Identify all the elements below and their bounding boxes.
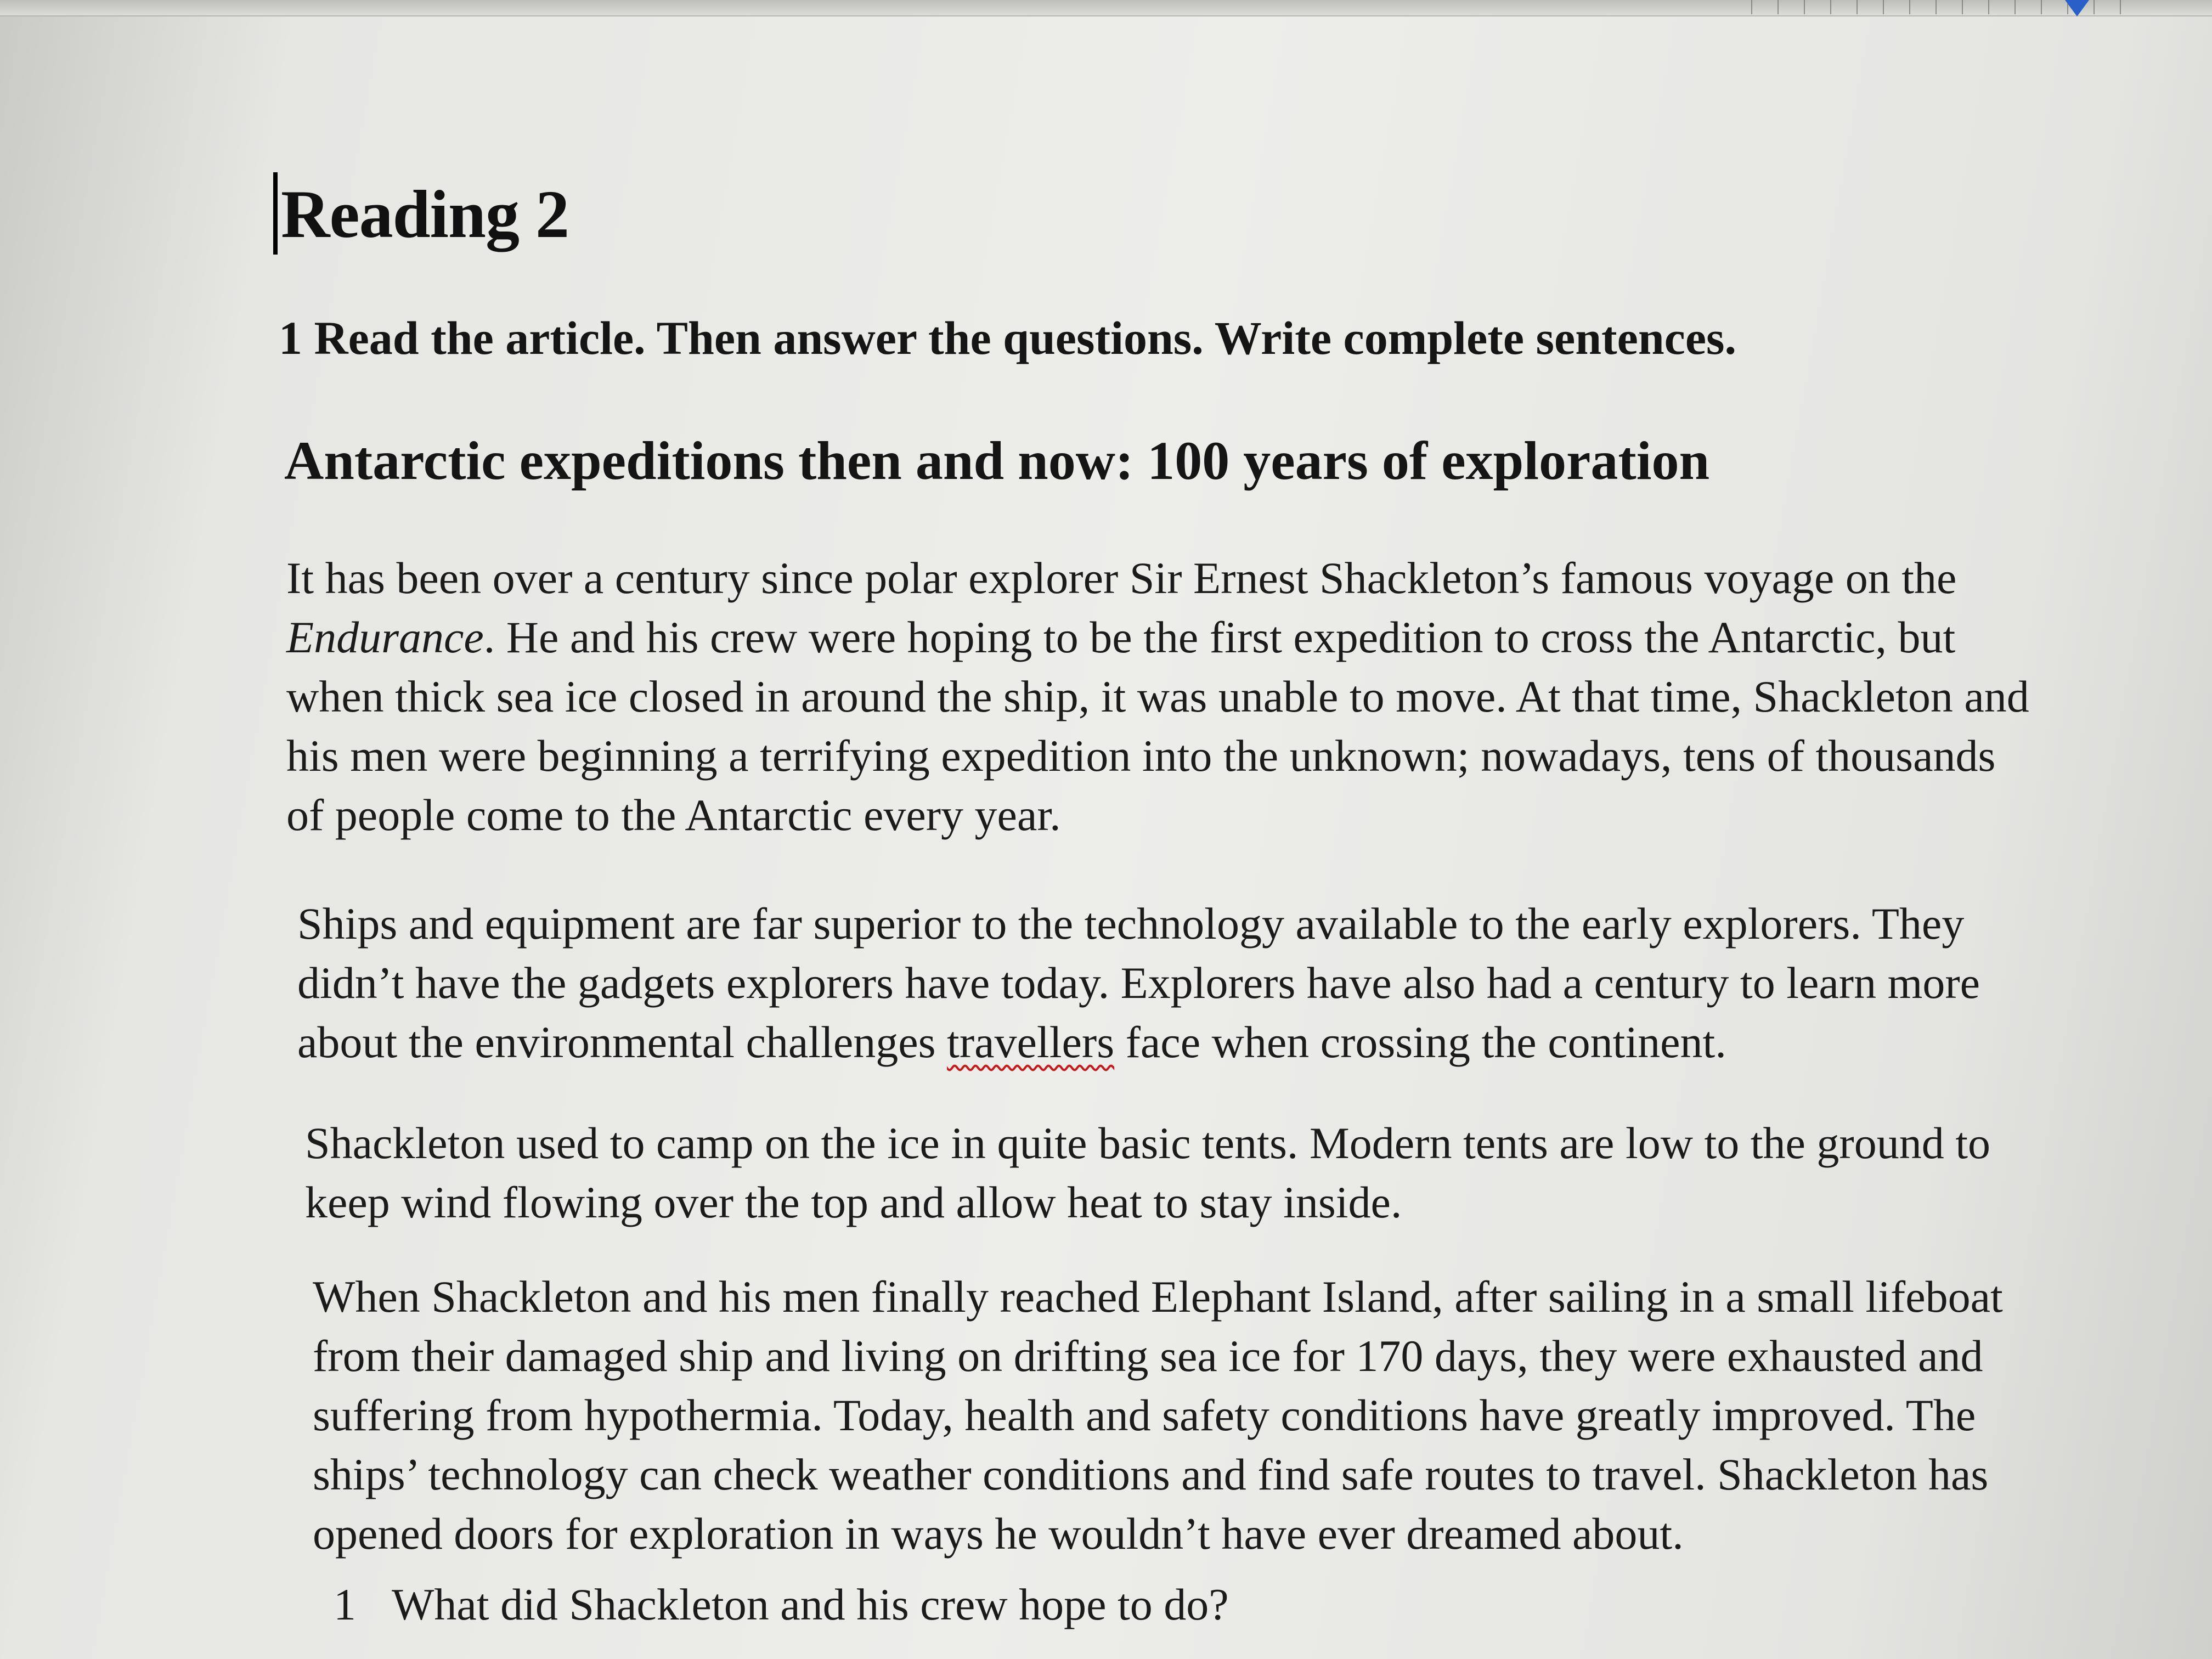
question-item xyxy=(334,1579,1229,1630)
paragraph-line: It has been over a century since polar explorer Sir Ernest Shackleton’s famous voyage on the xyxy=(286,553,1957,603)
paragraph-line: opened doors for exploration in ways he wouldn’t have ever dreamed about. xyxy=(313,1509,1684,1559)
page-title: Reading 2 xyxy=(281,177,569,252)
article-paragraph-4 xyxy=(313,1267,2101,1564)
paragraph-line: his men were beginning a terrifying expedition into the unknown; nowadays, tens of thousands xyxy=(286,731,1996,781)
paragraph-line: suffering from hypothermia. Today, health and safety conditions have greatly improved. The xyxy=(313,1390,1976,1440)
article-paragraph-1 xyxy=(286,549,2075,845)
document-page[interactable] xyxy=(258,132,2068,1659)
paragraph-line: from their damaged ship and living on drifting sea ice for 170 days, they were exhausted and xyxy=(313,1331,1983,1381)
article-paragraph-2 xyxy=(297,894,2086,1072)
paragraph-line-text: . He and his crew were hoping to be the first expedition to cross the Antarctic, but xyxy=(483,612,1956,662)
paragraph-line: ships’ technology can check weather conditions and find safe routes to travel. Shackleton has xyxy=(313,1449,1989,1499)
paragraph-line xyxy=(297,1013,2086,1072)
tab-stop-marker-icon[interactable] xyxy=(2065,0,2089,16)
question-text: What did Shackleton and his crew hope to do? xyxy=(392,1579,1229,1629)
paragraph-line: Shackleton used to camp on the ice in quite basic tents. Modern tents are low to the ground to xyxy=(305,1118,1990,1168)
paragraph-line: didn’t have the gadgets explorers have today. Explorers have also had a century to learn more xyxy=(297,958,1980,1008)
paragraph-line: when thick sea ice closed in around the ship, it was unable to move. At that time, Shackleton and xyxy=(286,672,2029,721)
spellcheck-flagged-word[interactable]: travellers xyxy=(947,1017,1115,1067)
article-paragraph-3 xyxy=(305,1114,2094,1232)
paragraph-line xyxy=(286,608,2075,667)
ruler[interactable] xyxy=(0,0,2212,16)
ship-name: Endurance xyxy=(286,612,484,662)
question-number: 1 xyxy=(334,1579,356,1629)
paragraph-line: When Shackleton and his men finally reached Elephant Island, after sailing in a small lifeboat xyxy=(313,1272,2003,1322)
article-title: Antarctic expeditions then and now: 100 years of exploration xyxy=(284,430,1710,491)
text-cursor xyxy=(273,172,278,255)
instruction-text: 1 Read the article. Then answer the questions. Write complete sentences. xyxy=(279,312,1736,364)
paragraph-line-text: face when crossing the continent. xyxy=(1114,1017,1726,1067)
paragraph-line: keep wind flowing over the top and allow heat to stay inside. xyxy=(305,1177,1402,1227)
paragraph-line: of people come to the Antarctic every year. xyxy=(286,790,1061,840)
paragraph-line-text: about the environmental challenges xyxy=(297,1017,947,1067)
paragraph-line: Ships and equipment are far superior to the technology available to the early explorers. They xyxy=(297,899,1965,949)
